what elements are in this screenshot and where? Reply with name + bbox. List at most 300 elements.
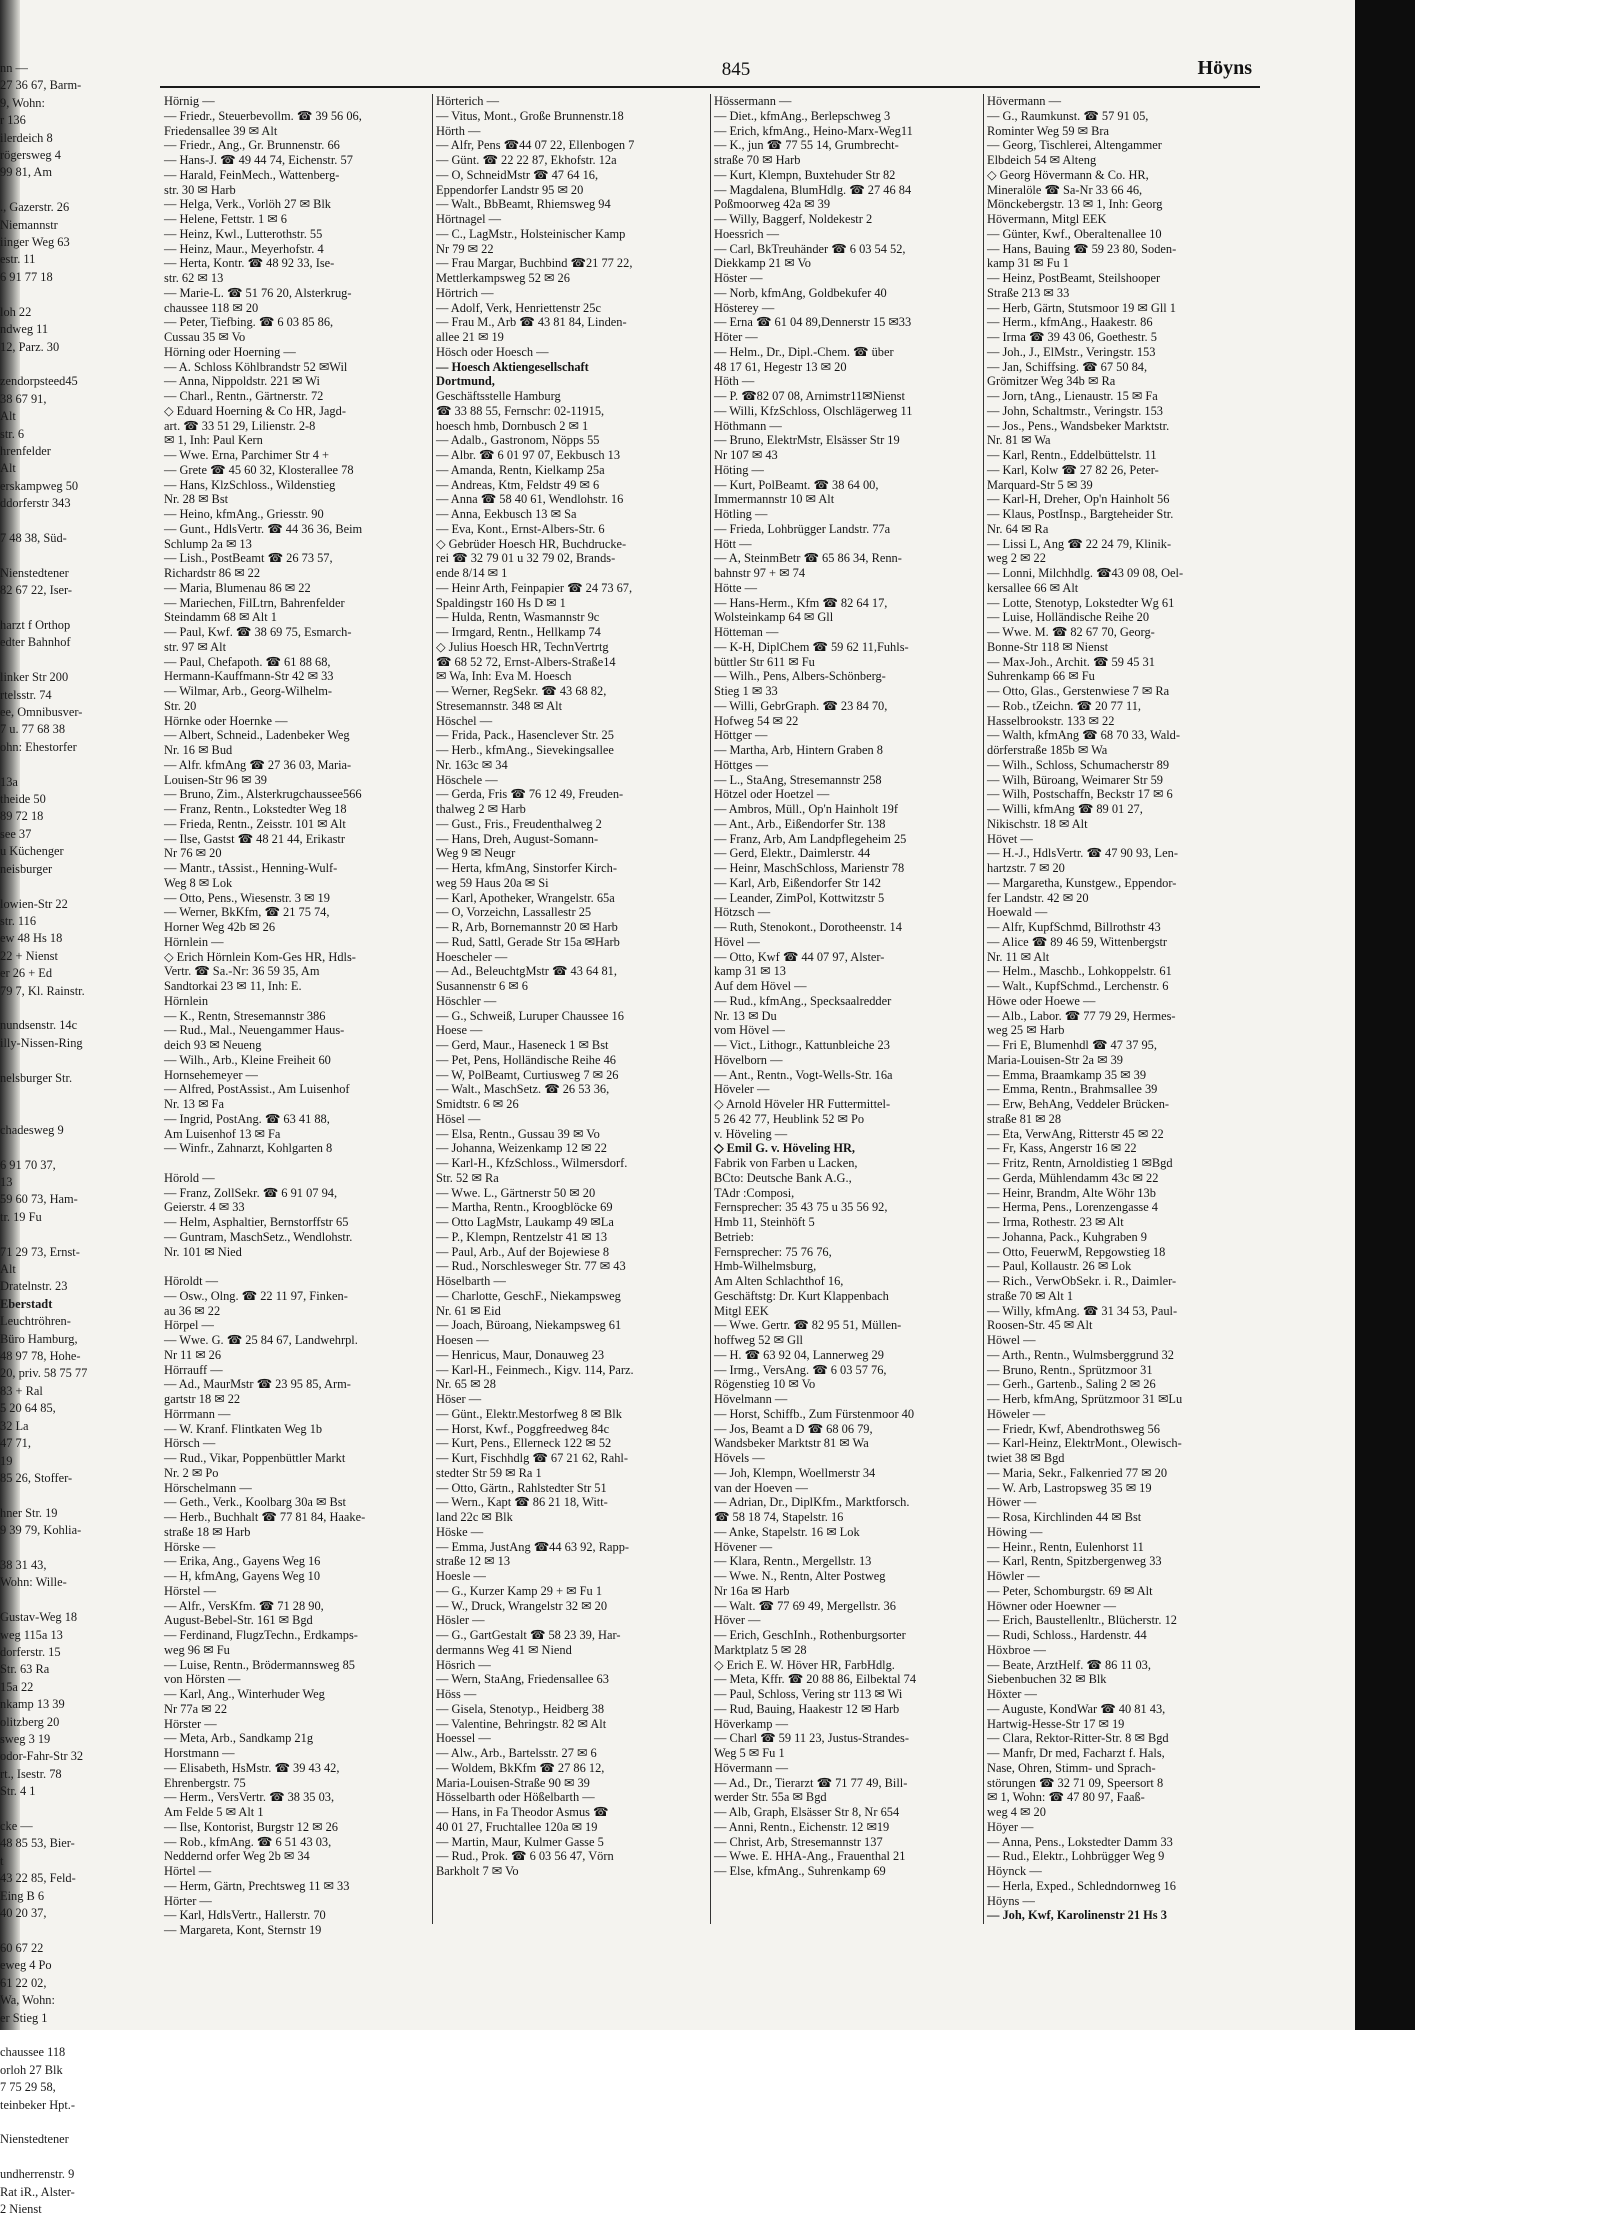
directory-line: Höthmann — bbox=[714, 418, 782, 433]
directory-line: — Willi, GebrGraph. ☎ 23 84 70, bbox=[714, 698, 888, 713]
directory-line: Höwel — bbox=[987, 1333, 1036, 1347]
directory-line: Rominter Weg 59 ✉ Bra bbox=[987, 123, 1110, 138]
previous-page-line bbox=[0, 1000, 160, 1017]
directory-line: Wandsbeker Marktstr 81 ✉ Wa bbox=[714, 1436, 869, 1451]
directory-line: — Wwe. L., Gärtnerstr 50 ✉ 20 bbox=[436, 1185, 596, 1200]
directory-line: Nr 107 ✉ 43 bbox=[714, 448, 778, 462]
previous-page-line: 61 22 02, bbox=[0, 1975, 47, 1990]
previous-page-line: Rat iR., Alster- bbox=[0, 2184, 75, 2199]
directory-line: — Rudi, Schloss., Hardenstr. 44 bbox=[987, 1628, 1147, 1642]
directory-column-2 bbox=[436, 94, 708, 2004]
directory-line: ◇ Erich Hörnlein Kom-Ges HR, Hdls- bbox=[164, 949, 356, 964]
directory-line: — Otto LagMstr, Laukamp 49 ✉La bbox=[436, 1215, 614, 1229]
directory-line: rei ☎ 32 79 01 u 32 79 02, Brands- bbox=[436, 551, 616, 566]
directory-line: weg 4 ✉ 20 bbox=[987, 1805, 1046, 1819]
directory-line: Nr. 2 ✉ Po bbox=[164, 1465, 219, 1480]
directory-line: — Hans-J. ☎ 49 44 74, Eichenstr. 57 bbox=[164, 153, 353, 167]
directory-line: Höttges — bbox=[714, 757, 769, 772]
directory-line: — Meta, Kffr. ☎ 20 88 86, Eilbektal 74 bbox=[714, 1672, 917, 1687]
previous-page-line: 79 7, Kl. Rainstr. bbox=[0, 983, 85, 998]
directory-line: Ehrenbergstr. 75 bbox=[164, 1775, 246, 1790]
directory-line: — Wern., Kapt ☎ 86 21 18, Witt- bbox=[436, 1495, 608, 1510]
previous-page-line bbox=[0, 1487, 160, 1504]
directory-line: — Rud., Prok. ☎ 6 03 56 47, Vörn bbox=[436, 1849, 614, 1864]
directory-line: — Emma, Rentn., Brahmsallee 39 bbox=[987, 1082, 1158, 1097]
directory-line: Roosen-Str. 45 ✉ Alt bbox=[987, 1318, 1093, 1333]
directory-line: kersallee 66 ✉ Alt bbox=[987, 580, 1079, 595]
directory-line: — Adalb., Gastronom, Nöpps 55 bbox=[436, 433, 600, 448]
directory-line: Hörter — bbox=[164, 1893, 212, 1908]
directory-line: — Heinr, MaschSchloss, Marienstr 78 bbox=[714, 861, 905, 875]
directory-line: v. Höveling — bbox=[714, 1126, 788, 1141]
directory-line: Höweler — bbox=[987, 1406, 1046, 1421]
directory-line: ◇ Emil G. v. Höveling HR, bbox=[714, 1141, 856, 1156]
directory-line: ◇ Eduard Hoerning & Co HR, Jagd- bbox=[164, 403, 346, 418]
directory-line: — Eta, VerwAng, Ritterstr 45 ✉ 22 bbox=[987, 1126, 1164, 1141]
directory-line: — Gerda, Fris ☎ 76 12 49, Freuden- bbox=[436, 787, 624, 802]
directory-line: Höwler — bbox=[987, 1569, 1040, 1583]
directory-line: Horner Weg 42b ✉ 26 bbox=[164, 920, 276, 934]
directory-line: Nr 77a ✉ 22 bbox=[164, 1701, 228, 1716]
directory-line: — A. Schloss Köhlbrandstr 52 ✉Wil bbox=[164, 359, 348, 374]
previous-page-line: str. 6 bbox=[0, 426, 25, 441]
directory-line: Grömitzer Weg 34b ✉ Ra bbox=[987, 374, 1116, 389]
directory-line: — Otto, FeuerwM, Repgowstieg 18 bbox=[987, 1244, 1166, 1259]
previous-page-line: er Stieg 1 bbox=[0, 2010, 48, 2025]
directory-line: Höroldt — bbox=[164, 1274, 219, 1288]
directory-line: Barkholt 7 ✉ Vo bbox=[436, 1864, 519, 1878]
directory-line: Hötling — bbox=[714, 507, 768, 521]
directory-line: — Herb., Buchhalt ☎ 77 81 84, Haake- bbox=[164, 1510, 366, 1524]
directory-line: Höser — bbox=[436, 1392, 482, 1406]
previous-page-line: 6 91 70 37, bbox=[0, 1157, 56, 1172]
directory-line: weg 2 ✉ 22 bbox=[987, 551, 1046, 566]
directory-line: weg 96 ✉ Fu bbox=[164, 1642, 230, 1657]
directory-line: Str. 20 bbox=[164, 698, 197, 713]
previous-page-line: 83 + Ral bbox=[0, 1383, 43, 1398]
directory-line: Höxter — bbox=[987, 1687, 1037, 1701]
directory-line: — Karl, Rentn., Eddelbüttelstr. 11 bbox=[987, 448, 1157, 462]
directory-line: Auf dem Hövel — bbox=[714, 979, 807, 993]
directory-line: — Alb., Labor. ☎ 77 79 29, Hermes- bbox=[987, 1008, 1176, 1023]
scan-border bbox=[1355, 0, 1415, 2030]
previous-page-line bbox=[0, 356, 160, 373]
directory-line: — Joh, Klempn, Woellmerstr 34 bbox=[714, 1465, 876, 1480]
directory-line: — Wilh, Büroang, Weimarer Str 59 bbox=[987, 772, 1163, 787]
previous-page-line bbox=[0, 1052, 160, 1069]
directory-column-4 bbox=[987, 94, 1262, 2004]
directory-line: Nr. 16 ✉ Bud bbox=[164, 743, 233, 757]
previous-page-line: Dratelnstr. 23 bbox=[0, 1279, 68, 1294]
previous-page-line: edter Bahnhof bbox=[0, 635, 71, 650]
directory-line: — Otto, Kwf ☎ 44 07 97, Alster- bbox=[714, 949, 885, 964]
directory-line: — Anna, Nippoldstr. 221 ✉ Wi bbox=[164, 374, 320, 389]
directory-line: Höting — bbox=[714, 462, 764, 477]
directory-line: — Norb, kfmAng, Goldbekufer 40 bbox=[714, 285, 887, 300]
directory-line: — Margaretha, Kunstgew., Eppendor- bbox=[987, 875, 1177, 890]
directory-line: — Ambros, Müll., Op'n Hainholt 19f bbox=[714, 802, 898, 816]
previous-page-line: harzt f Orthop bbox=[0, 618, 71, 632]
previous-page-line: 2 Nienst bbox=[0, 2201, 42, 2216]
directory-line: — Paul, Kwf. ☎ 38 69 75, Esmarch- bbox=[164, 625, 352, 639]
directory-line: Hösel — bbox=[436, 1111, 481, 1126]
directory-line: störungen ☎ 32 71 09, Speersort 8 bbox=[987, 1775, 1164, 1790]
directory-line: au 36 ✉ 22 bbox=[164, 1303, 221, 1318]
directory-line: Höss — bbox=[436, 1687, 477, 1701]
directory-line: — Otto, Glas., Gerstenwiese 7 ✉ Ra bbox=[987, 684, 1170, 698]
directory-line: büttler Str 611 ✉ Fu bbox=[714, 654, 815, 669]
directory-line: Nr. 163c ✉ 34 bbox=[436, 757, 508, 772]
directory-line: — Christ, Arb, Stresemannstr 137 bbox=[714, 1834, 883, 1849]
directory-line: Höynck — bbox=[987, 1864, 1042, 1878]
previous-page-line: 13 bbox=[0, 1175, 13, 1189]
directory-line: Höschele — bbox=[436, 772, 498, 787]
directory-line: Louisen-Str 96 ✉ 39 bbox=[164, 772, 267, 787]
directory-line: — Ilse, Kontorist, Burgstr 12 ✉ 26 bbox=[164, 1819, 338, 1834]
directory-line: Neddernd orfer Weg 2b ✉ 34 bbox=[164, 1849, 310, 1864]
directory-line: — Woldem, BkKfm ☎ 27 86 12, bbox=[436, 1760, 605, 1775]
previous-page-line: 32 La bbox=[0, 1418, 29, 1433]
directory-line: — Friedr, Kwf, Abendrothsweg 56 bbox=[987, 1421, 1160, 1436]
directory-line: — Karl-Heinz, ElektrMont., Olewisch- bbox=[987, 1436, 1182, 1451]
directory-line: Hörnig — bbox=[164, 94, 215, 108]
directory-line: — Wilmar, Arb., Georg-Wilhelm- bbox=[164, 684, 333, 698]
directory-line: Nr. 13 ✉ Du bbox=[714, 1008, 777, 1023]
directory-line: — Eva, Kont., Ernst-Albers-Str. 6 bbox=[436, 521, 605, 536]
previous-page-line: undherrenstr. 9 bbox=[0, 2167, 75, 2182]
directory-line: — Irma, Rothestr. 23 ✉ Alt bbox=[987, 1215, 1124, 1229]
directory-line: hoesch hmb, Dornbusch 2 ✉ 1 bbox=[436, 418, 589, 433]
directory-line: — Heinz, PostBeamt, Steilshooper bbox=[987, 271, 1161, 285]
directory-line: — Hans, Dreh, August-Somann- bbox=[436, 831, 599, 846]
directory-line: — Herla, Exped., Schledndornweg 16 bbox=[987, 1878, 1176, 1893]
directory-line: Hmb-Wilhelmsburg, bbox=[714, 1259, 817, 1274]
directory-line: Hofweg 54 ✉ 22 bbox=[714, 713, 799, 728]
directory-line: — Walt., BbBeamt, Rhiemsweg 94 bbox=[436, 197, 611, 212]
previous-page-line: neisburger bbox=[0, 861, 53, 876]
directory-line: Am Alten Schlachthof 16, bbox=[714, 1274, 844, 1288]
directory-line: — Alw., Arb., Bartelsstr. 27 ✉ 6 bbox=[436, 1746, 597, 1760]
directory-line: Weg 9 ✉ Neugr bbox=[436, 846, 516, 861]
directory-line: — Friedr., Steuerbevollm. ☎ 39 56 06, bbox=[164, 108, 362, 123]
directory-line: Cussau 35 ✉ Vo bbox=[164, 330, 246, 344]
directory-line: ◇ Julius Hoesch HR, TechnVertrtg bbox=[436, 639, 609, 654]
directory-line: — Joh, Kwf, Karolinenstr 21 Hs 3 bbox=[987, 1908, 1167, 1923]
directory-line: — Gerh., Gartenb., Saling 2 ✉ 26 bbox=[987, 1377, 1156, 1392]
directory-line: — Hoesch Aktiengesellschaft bbox=[436, 359, 589, 374]
directory-line: Nr. 13 ✉ Fa bbox=[164, 1097, 224, 1111]
directory-line: — Martha, Arb, Hintern Graben 8 bbox=[714, 743, 883, 757]
directory-line: Hövermann — bbox=[987, 94, 1061, 108]
directory-line: August-Bebel-Str. 161 ✉ Bgd bbox=[164, 1613, 313, 1628]
directory-line: — Otto, Pens., Wiesenstr. 3 ✉ 19 bbox=[164, 890, 330, 905]
directory-line: Hövels — bbox=[714, 1451, 765, 1465]
directory-line: — Fritz, Rentn, Arnoldistieg 1 ✉Bgd bbox=[987, 1156, 1173, 1170]
directory-line: Nikischstr. 18 ✉ Alt bbox=[987, 816, 1088, 831]
directory-line: — Anna, Eekbusch 13 ✉ Sa bbox=[436, 507, 577, 521]
directory-line: Sandtorkai 23 ✉ 11, Inh: E. bbox=[164, 979, 302, 993]
directory-line: Fabrik von Farben u Lacken, bbox=[714, 1156, 858, 1170]
directory-line: Nr. 11 ✉ Alt bbox=[987, 949, 1050, 964]
directory-line: ◇ Gebrüder Hoesch HR, Buchdrucke- bbox=[436, 536, 627, 551]
directory-line: — Joach, Büroang, Niekampsweg 61 bbox=[436, 1318, 622, 1333]
directory-line: — Walt. ☎ 77 69 49, Mergellstr. 36 bbox=[714, 1598, 896, 1613]
directory-line: — Alfr, KupfSchmd, Billrothstr 43 bbox=[987, 920, 1161, 934]
directory-line: werder Str. 55a ✉ Bgd bbox=[714, 1790, 827, 1805]
directory-line: Höwe oder Hoewe — bbox=[987, 993, 1096, 1008]
directory-line: — Luise, Holländische Reihe 20 bbox=[987, 610, 1150, 625]
directory-line: — Fri E, Blumenhdl ☎ 47 37 95, bbox=[987, 1038, 1157, 1052]
directory-line: Immermannstr 10 ✉ Alt bbox=[714, 492, 835, 507]
directory-line: — Arth., Rentn., Wulmsberggrund 32 bbox=[987, 1347, 1174, 1362]
directory-line: — Jorn, tAng., Lienaustr. 15 ✉ Fa bbox=[987, 389, 1158, 403]
directory-line: Dortmund, bbox=[436, 374, 495, 389]
previous-page-line: hner Str. 19 bbox=[0, 1505, 58, 1520]
directory-line: — Herb, kfmAng, Sprützmoor 31 ✉Lu bbox=[987, 1392, 1183, 1406]
previous-page-line bbox=[0, 1139, 160, 1156]
previous-page-line: illy-Nissen-Ring bbox=[0, 1035, 83, 1050]
previous-page-line: estr. 11 bbox=[0, 252, 36, 267]
directory-line: — Lish., PostBeamt ☎ 26 73 57, bbox=[164, 551, 333, 566]
directory-line: — Herm., VersVertr. ☎ 38 35 03, bbox=[164, 1790, 335, 1805]
directory-line: Spaldingstr 160 Hs D ✉ 1 bbox=[436, 595, 566, 610]
previous-page-line: dorferstr. 15 bbox=[0, 1644, 61, 1659]
directory-line: Hörster — bbox=[164, 1716, 217, 1731]
directory-line: Maria-Louisen-Straße 90 ✉ 39 bbox=[436, 1775, 590, 1790]
directory-line: Nr. 61 ✉ Eid bbox=[436, 1303, 501, 1318]
directory-line: Horstmann — bbox=[164, 1746, 235, 1760]
previous-page-line: 15a 22 bbox=[0, 1679, 34, 1694]
directory-line: — Adrian, Dr., DiplKfm., Marktforsch. bbox=[714, 1495, 910, 1510]
directory-line: — Ferdinand, FlugzTechn., Erdkamps- bbox=[164, 1628, 358, 1642]
previous-page-line bbox=[0, 878, 160, 895]
directory-line: stedter Str 59 ✉ Ra 1 bbox=[436, 1465, 542, 1480]
directory-column-3 bbox=[714, 94, 981, 2004]
directory-line: — Rud., Norschlesweger Str. 77 ✉ 43 bbox=[436, 1259, 626, 1274]
directory-line: — Herta, Kontr. ☎ 48 92 33, Ise- bbox=[164, 256, 335, 271]
directory-line: weg 25 ✉ Harb bbox=[987, 1023, 1065, 1038]
previous-page-line: Gustav-Weg 18 bbox=[0, 1610, 78, 1625]
previous-page-line: see 37 bbox=[0, 826, 32, 841]
directory-line: — Guntram, MaschSetz., Wendlohstr. bbox=[164, 1229, 353, 1244]
directory-line: — W., Druck, Wrangelstr 32 ✉ 20 bbox=[436, 1598, 608, 1613]
directory-line: Bonne-Str 118 ✉ Nienst bbox=[987, 639, 1109, 654]
directory-line: — Peter, Schomburgstr. 69 ✉ Alt bbox=[987, 1583, 1153, 1598]
directory-line: — Heinr Arth, Feinpapier ☎ 24 73 67, bbox=[436, 580, 633, 595]
directory-line: ◇ Erich E. W. Höver HR, FarbHdlg. bbox=[714, 1657, 895, 1672]
directory-line: Hörnlein — bbox=[164, 934, 224, 949]
previous-page-line: Nienstedtener bbox=[0, 565, 69, 580]
previous-page-line: 82 67 22, Iser- bbox=[0, 583, 73, 598]
previous-page-line: 47 71, bbox=[0, 1436, 31, 1451]
directory-line: — Erich, Baustellenltr., Blücherstr. 12 bbox=[987, 1613, 1177, 1628]
previous-page-line: 89 72 18 bbox=[0, 809, 44, 824]
previous-page-line: rögersweg 4 bbox=[0, 148, 61, 163]
directory-line: — Wwe. Gertr. ☎ 82 95 51, Müllen- bbox=[714, 1318, 902, 1333]
running-head: Höyns bbox=[1197, 57, 1252, 79]
directory-line: — Walth, kfmAng ☎ 68 70 33, Wald- bbox=[987, 728, 1180, 743]
directory-line: hoffweg 52 ✉ Gll bbox=[714, 1333, 803, 1347]
directory-line: — Willy, kfmAng. ☎ 31 34 53, Paul- bbox=[987, 1303, 1178, 1318]
directory-line: — Erika, Ang., Gayens Weg 16 bbox=[164, 1554, 321, 1569]
column-rule bbox=[432, 94, 433, 1924]
directory-line: — O, SchneidMstr ☎ 47 64 16, bbox=[436, 167, 599, 182]
directory-line: — Günter, Kwf., Oberaltenallee 10 bbox=[987, 226, 1162, 241]
directory-line: Am Luisenhof 13 ✉ Fa bbox=[164, 1126, 281, 1141]
previous-page-line bbox=[0, 600, 160, 617]
directory-line: — Rich., VerwObSekr. i. R., Daimler- bbox=[987, 1274, 1177, 1288]
directory-line: — Frida, Pack., Hasenclever Str. 25 bbox=[436, 728, 614, 743]
directory-line: str. 62 ✉ 13 bbox=[164, 271, 224, 285]
directory-line: — Beate, ArztHelf. ☎ 86 11 03, bbox=[987, 1657, 1151, 1672]
directory-line: — Alb, Graph, Elsässer Str 8, Nr 654 bbox=[714, 1805, 900, 1819]
directory-line: kamp 31 ✉ 13 bbox=[714, 964, 786, 979]
directory-line: — Helm., Maschb., Lohkoppelstr. 61 bbox=[987, 964, 1172, 979]
directory-line: — Wilh., Arb., Kleine Freiheit 60 bbox=[164, 1052, 331, 1067]
directory-line: Hötzsch — bbox=[714, 905, 771, 920]
directory-line: — Anna, Pens., Lokstedter Damm 33 bbox=[987, 1834, 1173, 1849]
directory-line: — H, kfmAng, Gayens Weg 10 bbox=[164, 1569, 321, 1583]
directory-line: — G., Raumkunst. ☎ 57 91 05, bbox=[987, 108, 1149, 123]
directory-line: — Georg, Tischlerei, Altengammer bbox=[987, 138, 1162, 153]
directory-line: dörferstraße 185b ✉ Wa bbox=[987, 743, 1108, 757]
directory-line: Vertr. ☎ Sa.-Nr: 36 59 35, Am bbox=[164, 964, 320, 979]
directory-line: — Wilh., Pens, Albers-Schönberg- bbox=[714, 669, 886, 684]
directory-line: dermanns Weg 41 ✉ Niend bbox=[436, 1642, 572, 1657]
directory-line: — Lissi L, Ang ☎ 22 24 79, Klinik- bbox=[987, 536, 1172, 551]
directory-line: Am Felde 5 ✉ Alt 1 bbox=[164, 1805, 264, 1819]
directory-line: — Franz, Arb, Am Landpflegeheim 25 bbox=[714, 831, 907, 846]
directory-line: deich 93 ✉ Neueng bbox=[164, 1038, 262, 1052]
previous-page-line: 40 20 37, bbox=[0, 1906, 47, 1921]
directory-line: — Horst, Kwf., Poggfreedweg 84c bbox=[436, 1421, 610, 1436]
directory-line: land 22c ✉ Blk bbox=[436, 1510, 513, 1524]
directory-line: — R, Arb, Bornemannstr 20 ✉ Harb bbox=[436, 920, 618, 934]
previous-page-line: 7 48 38, Süd- bbox=[0, 530, 67, 545]
directory-line: thalweg 2 ✉ Harb bbox=[436, 802, 526, 816]
previous-page-line: theide 50 bbox=[0, 792, 46, 807]
directory-line: Höwing — bbox=[987, 1524, 1043, 1539]
directory-line: — G., GartGestalt ☎ 58 23 39, Har- bbox=[436, 1628, 621, 1642]
directory-line: — Heinr, Brandm, Alte Wöhr 13b bbox=[987, 1185, 1156, 1200]
directory-line: Hösselbarth oder Hößelbarth — bbox=[436, 1790, 595, 1805]
directory-line: Hörpel — bbox=[164, 1318, 214, 1333]
directory-line: — Hans, in Fa Theodor Asmus ☎ bbox=[436, 1805, 609, 1819]
directory-line: — Irmg., VersAng. ☎ 6 03 57 76, bbox=[714, 1362, 887, 1377]
directory-line: — Max-Joh., Archit. ☎ 59 45 31 bbox=[987, 654, 1155, 669]
directory-line: ende 8/14 ✉ 1 bbox=[436, 566, 508, 580]
directory-line: — Willi, kfmAng ☎ 89 01 27, bbox=[987, 802, 1143, 816]
directory-line: Straße 213 ✉ 33 bbox=[987, 285, 1070, 300]
directory-line: — O, Vorzeichn, Lassallestr 25 bbox=[436, 905, 592, 920]
directory-line: weg 59 Haus 20a ✉ Si bbox=[436, 875, 549, 890]
previous-page-line: Wohn: Wille- bbox=[0, 1575, 67, 1590]
directory-line: — Rud., kfmAng., Specksaalredder bbox=[714, 993, 892, 1008]
directory-line: Marktplatz 5 ✉ 28 bbox=[714, 1642, 807, 1657]
directory-line: — Geth., Verk., Koolbarg 30a ✉ Bst bbox=[164, 1495, 346, 1510]
previous-page-line bbox=[0, 1087, 160, 1104]
directory-line: Hörtrich — bbox=[436, 285, 494, 300]
previous-page-line: hrenfelder bbox=[0, 443, 51, 458]
directory-line: Höver — bbox=[714, 1613, 761, 1628]
previous-page-line: r 136 bbox=[0, 113, 26, 128]
directory-line: — Gerd, Maur., Haseneck 1 ✉ Bst bbox=[436, 1038, 609, 1052]
directory-line: — Margareta, Kont, Sternstr 19 bbox=[164, 1923, 322, 1937]
directory-line: Höth — bbox=[714, 374, 755, 389]
previous-page-line: 48 97 78, Hohe- bbox=[0, 1349, 81, 1364]
previous-page-line: ew 48 Hs 18 bbox=[0, 931, 63, 946]
previous-page-line: teinbeker Hpt.- bbox=[0, 2097, 76, 2112]
previous-page-line: 85 26, Stoffer- bbox=[0, 1470, 73, 1485]
directory-line: Höxbroe — bbox=[987, 1642, 1046, 1657]
directory-line: Nr. 65 ✉ 28 bbox=[436, 1377, 496, 1392]
directory-line: Mettlerkampsweg 52 ✉ 26 bbox=[436, 271, 570, 285]
directory-line: — Bruno, Rentn., Sprützmoor 31 bbox=[987, 1362, 1153, 1377]
directory-line: — Walt., KupfSchmd., Lerchenstr. 6 bbox=[987, 979, 1169, 993]
directory-line: str. 97 ✉ Alt bbox=[164, 639, 227, 654]
directory-line: — Herma, Pens., Lorenzengasse 4 bbox=[987, 1200, 1159, 1215]
directory-line: — Gisela, Stenotyp., Heidberg 38 bbox=[436, 1701, 605, 1716]
previous-page-line: ., Gazerstr. 26 bbox=[0, 200, 70, 215]
directory-line: Nr 79 ✉ 22 bbox=[436, 241, 494, 256]
directory-line: Mitgl EEK bbox=[714, 1303, 769, 1318]
directory-line: ☎ 58 18 74, Stapelstr. 16 bbox=[714, 1510, 844, 1524]
directory-line: — Herb., kfmAng., Sievekingsallee bbox=[436, 743, 614, 757]
previous-page-line: 7 u. 77 68 38 bbox=[0, 722, 66, 737]
directory-line: — Alfr., VersKfm. ☎ 71 28 90, bbox=[164, 1598, 324, 1613]
directory-line: Hövelmann — bbox=[714, 1392, 788, 1406]
directory-line: — Rosa, Kirchlinden 44 ✉ Bst bbox=[987, 1510, 1142, 1524]
directory-line: — A, SteinmBetr ☎ 65 86 34, Renn- bbox=[714, 551, 902, 566]
directory-line: — Paul, Chefapoth. ☎ 61 88 68, bbox=[164, 654, 331, 669]
previous-page-line: 59 60 73, Ham- bbox=[0, 1192, 78, 1207]
directory-line: Fernsprecher: 75 76 76, bbox=[714, 1244, 832, 1259]
directory-line: — Irma ☎ 39 43 06, Goethestr. 5 bbox=[987, 330, 1157, 344]
directory-line: Elbdeich 54 ✉ Alteng bbox=[987, 153, 1097, 167]
directory-line: — L., StaAng, Stresemannstr 258 bbox=[714, 772, 882, 787]
previous-page-line: iinger Weg 63 bbox=[0, 235, 70, 250]
directory-line: Rögenstieg 10 ✉ Vo bbox=[714, 1377, 816, 1392]
directory-line: Schlump 2a ✉ 13 bbox=[164, 536, 252, 551]
page-header bbox=[160, 55, 1260, 85]
directory-line: Hoescheler — bbox=[436, 949, 508, 964]
directory-line: — Charl ☎ 59 11 23, Justus-Strandes- bbox=[714, 1731, 909, 1746]
directory-line: — Frieda, Rentn., Zeisstr. 101 ✉ Alt bbox=[164, 816, 346, 831]
directory-line: — Friedr., Ang., Gr. Brunnenstr. 66 bbox=[164, 138, 340, 153]
previous-page-line: erskampweg 50 bbox=[0, 478, 79, 493]
directory-line: twiet 38 ✉ Bgd bbox=[987, 1451, 1065, 1465]
directory-line: — Wwe. Erna, Parchimer Str 4 + bbox=[164, 448, 330, 462]
previous-page-line: 38 67 91, bbox=[0, 391, 47, 406]
directory-line: kamp 31 ✉ Fu 1 bbox=[987, 256, 1069, 271]
previous-page-line bbox=[0, 1592, 160, 1609]
directory-line: straße 81 ✉ 28 bbox=[987, 1111, 1062, 1126]
directory-line: — Franz, Rentn., Lokstedter Weg 18 bbox=[164, 802, 347, 816]
directory-line: Hörtnagel — bbox=[436, 212, 502, 226]
directory-line: — Helm, Asphaltier, Bernstorffstr 65 bbox=[164, 1215, 349, 1229]
previous-page-line: 60 67 22 bbox=[0, 1940, 44, 1955]
previous-page-line: 5 20 64 85, bbox=[0, 1401, 56, 1416]
directory-line: Hörold — bbox=[164, 1170, 215, 1185]
directory-line: Fernsprecher: 35 43 75 u 35 56 92, bbox=[714, 1200, 888, 1215]
column-rule bbox=[710, 94, 711, 1924]
directory-line: Hörnlein bbox=[164, 993, 209, 1008]
directory-line: Nr 76 ✉ 20 bbox=[164, 846, 222, 861]
directory-line: — Rob., tZeichn. ☎ 20 77 11, bbox=[987, 698, 1142, 713]
directory-line: Hötzel oder Hoetzel — bbox=[714, 787, 830, 802]
directory-line: Hoese — bbox=[436, 1023, 483, 1038]
directory-line: ☎ 68 52 72, Ernst-Albers-Straße14 bbox=[436, 654, 616, 669]
